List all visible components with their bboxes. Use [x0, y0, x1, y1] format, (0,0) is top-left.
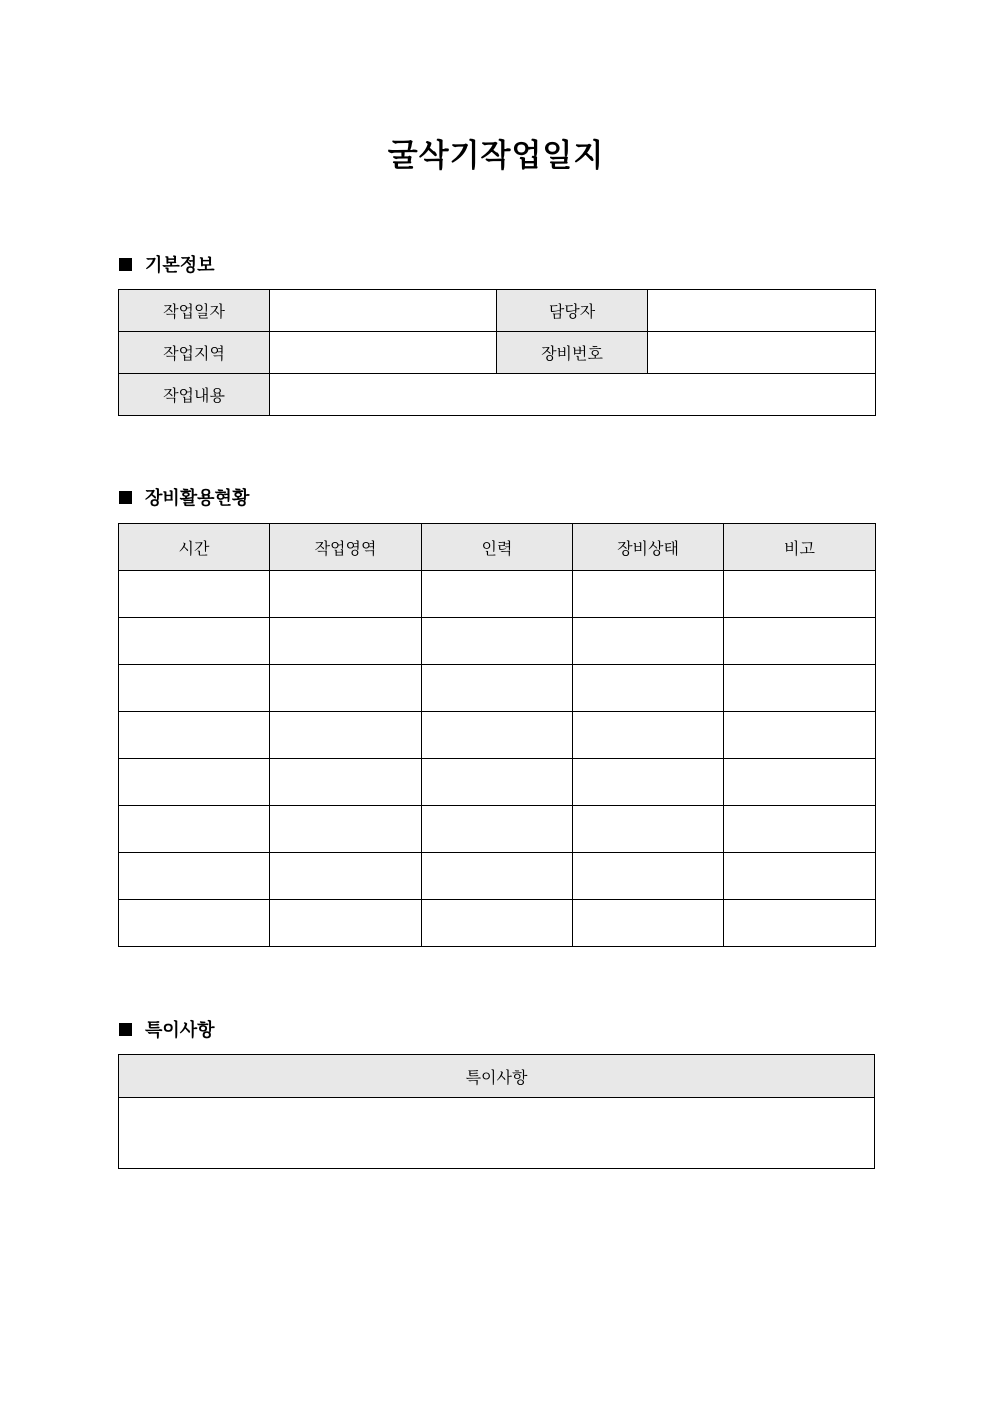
time-cell[interactable] — [119, 900, 270, 947]
work-area-cell[interactable] — [270, 759, 422, 806]
table-row — [119, 853, 876, 900]
square-bullet-icon — [119, 491, 132, 504]
remarks-cell[interactable] — [724, 900, 876, 947]
work-area-cell[interactable] — [270, 900, 422, 947]
section-heading-equipment-usage — [119, 484, 249, 510]
special-notes-header: 특이사항 — [119, 1055, 875, 1098]
work-area-label: 작업지역 — [119, 332, 270, 374]
manpower-cell[interactable] — [422, 712, 573, 759]
column-header-work-area: 작업영역 — [270, 524, 422, 571]
time-cell[interactable] — [119, 853, 270, 900]
section-heading-label: 기본정보 — [145, 255, 215, 276]
equipment-status-cell[interactable] — [573, 759, 724, 806]
manager-field[interactable] — [648, 290, 876, 332]
equipment-status-cell[interactable] — [573, 618, 724, 665]
work-area-cell[interactable] — [270, 806, 422, 853]
manpower-cell[interactable] — [422, 665, 573, 712]
manpower-cell[interactable] — [422, 571, 573, 618]
work-area-cell[interactable] — [270, 712, 422, 759]
remarks-cell[interactable] — [724, 712, 876, 759]
table-row — [119, 665, 876, 712]
work-area-cell[interactable] — [270, 665, 422, 712]
equipment-status-cell[interactable] — [573, 665, 724, 712]
table-row — [119, 332, 876, 374]
special-notes-field[interactable] — [119, 1098, 875, 1169]
table-row — [119, 759, 876, 806]
manpower-cell[interactable] — [422, 900, 573, 947]
square-bullet-icon — [119, 258, 132, 271]
manpower-cell[interactable] — [422, 618, 573, 665]
work-date-field[interactable] — [270, 290, 497, 332]
table-row — [119, 290, 876, 332]
equipment-status-cell[interactable] — [573, 853, 724, 900]
remarks-cell[interactable] — [724, 806, 876, 853]
remarks-cell[interactable] — [724, 665, 876, 712]
table-row — [119, 806, 876, 853]
equipment-status-cell[interactable] — [573, 712, 724, 759]
work-date-label: 작업일자 — [119, 290, 270, 332]
remarks-cell[interactable] — [724, 853, 876, 900]
manpower-cell[interactable] — [422, 806, 573, 853]
time-cell[interactable] — [119, 618, 270, 665]
manpower-cell[interactable] — [422, 853, 573, 900]
column-header-time: 시간 — [119, 524, 270, 571]
table-header-row — [119, 1055, 875, 1098]
work-area-cell[interactable] — [270, 853, 422, 900]
manpower-cell[interactable] — [422, 759, 573, 806]
work-area-cell[interactable] — [270, 618, 422, 665]
page-title: 굴삭기작업일지 — [387, 138, 605, 174]
equipment-status-cell[interactable] — [573, 571, 724, 618]
equipment-number-label: 장비번호 — [497, 332, 648, 374]
work-content-field[interactable] — [270, 374, 876, 416]
table-row — [119, 618, 876, 665]
table-row — [119, 900, 876, 947]
table-row — [119, 712, 876, 759]
table-row — [119, 374, 876, 416]
work-area-cell[interactable] — [270, 571, 422, 618]
remarks-cell[interactable] — [724, 618, 876, 665]
equipment-usage-table — [118, 523, 876, 947]
column-header-manpower: 인력 — [422, 524, 573, 571]
column-header-remarks: 비고 — [724, 524, 876, 571]
column-header-equipment-status: 장비상태 — [573, 524, 724, 571]
section-heading-basic-info — [119, 251, 215, 277]
equipment-status-cell[interactable] — [573, 900, 724, 947]
work-content-label: 작업내용 — [119, 374, 270, 416]
section-heading-special-notes — [119, 1016, 215, 1042]
basic-info-table — [118, 289, 876, 416]
special-notes-table — [118, 1054, 875, 1169]
time-cell[interactable] — [119, 571, 270, 618]
table-row — [119, 571, 876, 618]
square-bullet-icon — [119, 1023, 132, 1036]
time-cell[interactable] — [119, 712, 270, 759]
work-area-field[interactable] — [270, 332, 497, 374]
table-row — [119, 1098, 875, 1169]
section-heading-label: 특이사항 — [145, 1020, 215, 1041]
table-header-row — [119, 524, 876, 571]
time-cell[interactable] — [119, 759, 270, 806]
time-cell[interactable] — [119, 665, 270, 712]
equipment-number-field[interactable] — [648, 332, 876, 374]
remarks-cell[interactable] — [724, 571, 876, 618]
manager-label: 담당자 — [497, 290, 648, 332]
remarks-cell[interactable] — [724, 759, 876, 806]
section-heading-label: 장비활용현황 — [145, 488, 250, 509]
time-cell[interactable] — [119, 806, 270, 853]
equipment-status-cell[interactable] — [573, 806, 724, 853]
